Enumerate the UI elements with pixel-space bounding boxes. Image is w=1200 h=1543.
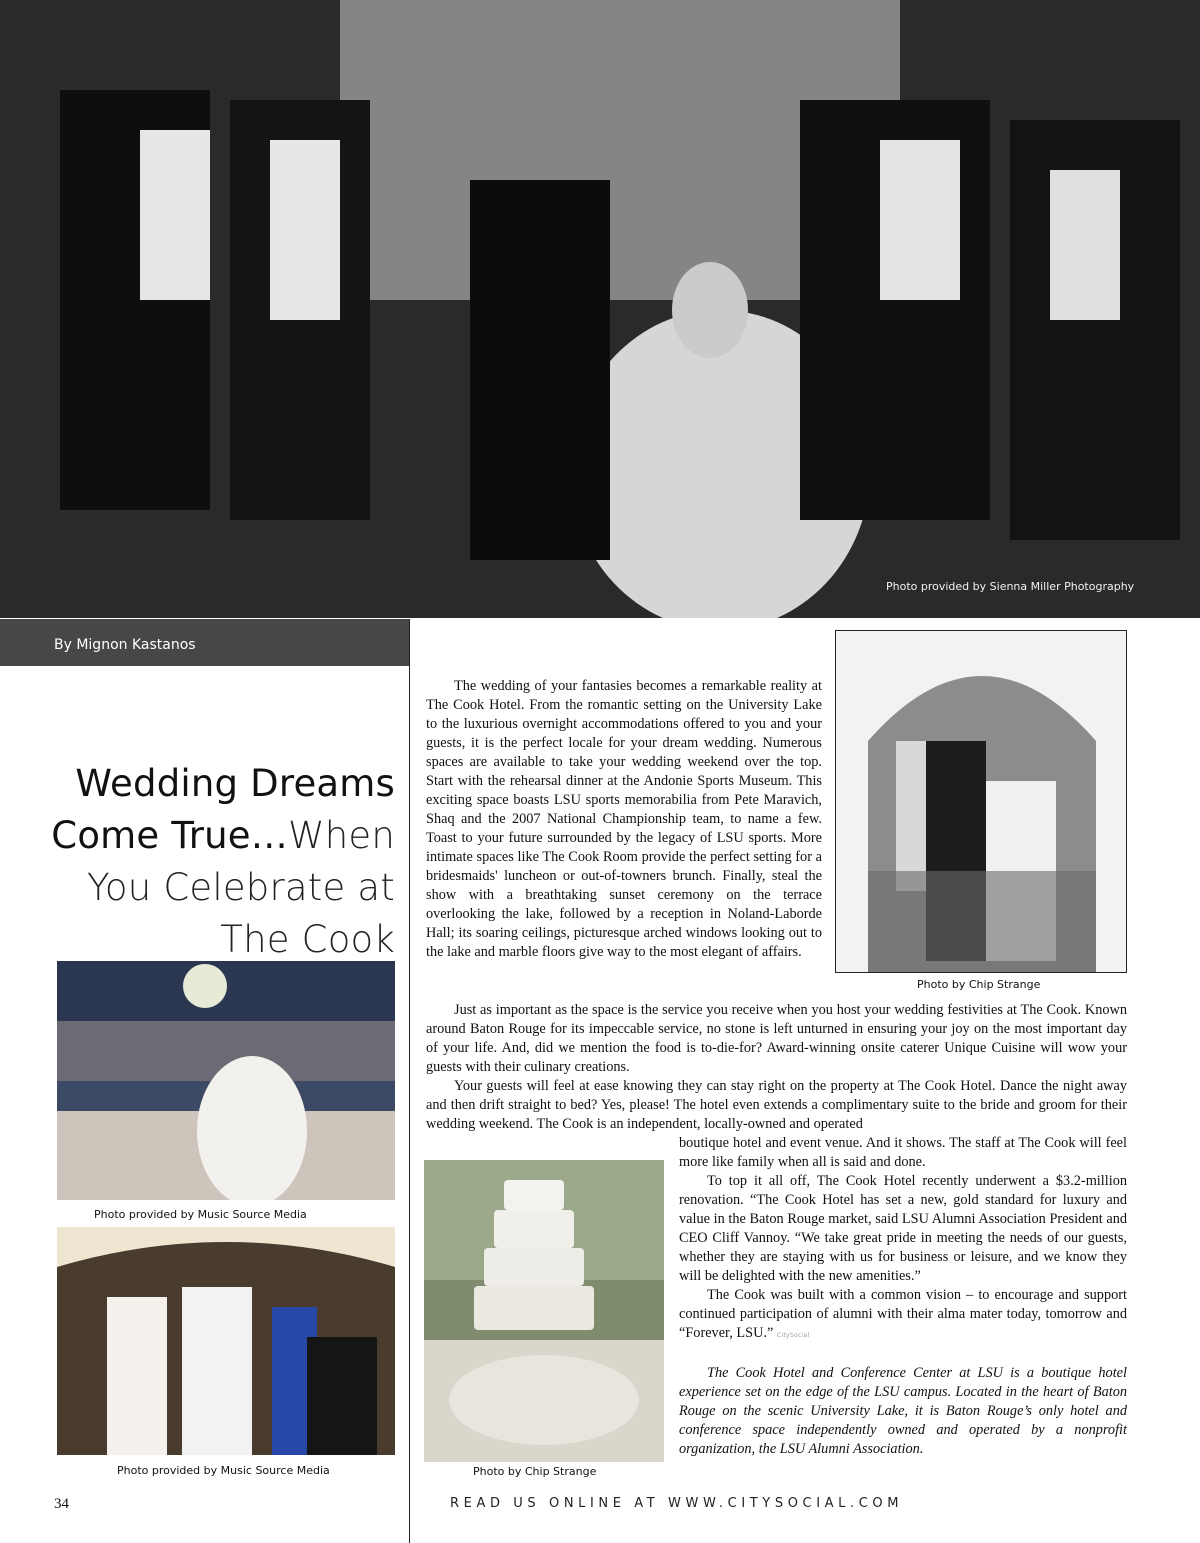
article-paragraph-1-text: The wedding of your fantasies becomes a remarkable reality at The Cook Hotel. From the romantic setting on the University Lake to the luxurious overnight accommodations offered to you and your guests, it is the perfect locale for your dream wedding. Numerous spaces are available to take your wedding weekend over the top. Start with the rehearsal dinner at the Andonie Sports Museum. This exciting space boasts LSU sports memorabilia from Pete Maravich, Shaq and the 2007 National Championship team, to name a few. Toast to your future surrounded by the legacy of LSU sports. More intimate spaces like The Cook Room provide the perfect setting for a bridesmaids' luncheon or out-of-towners brunch. Finally, steal the show with a breathtaking sunset ceremony on the terrace overlooking the lake, followed by a reception in Noland-Laborde Hall; its soaring ceilings, picturesque arched windows looking out to the lake and marble floors give way to the most elegant of affairs. bbox=[426, 678, 822, 960]
article-paragraph-3a: Your guests will feel at ease knowing they can stay right on the property at The Cook Hotel. Dance the night away and then drift straight to bed? Yes, please! The hotel even extends a complimentary suite to the bride and groom for their wedding weekend. The Cook is an independent, locally-owned and operated bbox=[426, 1078, 1127, 1132]
bouquet-toss-photo-shapes bbox=[57, 961, 395, 1200]
byline: By Mignon Kastanos bbox=[54, 637, 196, 653]
reception-party-photo-credit: Photo provided by Music Source Media bbox=[117, 1464, 330, 1477]
footer-tagline: READ US ONLINE AT WWW.CITYSOCIAL.COM bbox=[450, 1496, 904, 1511]
citysocial-end-mark: CitySocial bbox=[776, 1332, 810, 1339]
article-paragraph-2: Just as important as the space is the service you receive when you host your wedding festivities at The Cook. Known around Baton Rouge for its impeccable service, no stone is left unturned in ensuring your joy on the most important day of your life. And, did we mention the food is to-die-for? Award-winning onsite caterer Unique Cuisine will wow your guests with their culinary creations. bbox=[426, 1002, 1127, 1075]
article-paragraph-5-text: The Cook was built with a common vision – to encourage and support continued participation of alumni with their alma mater today, tomorrow and “Forever, LSU.” bbox=[679, 1287, 1127, 1341]
column-divider bbox=[409, 619, 410, 1543]
couple-exit-photo-credit: Photo by Chip Strange bbox=[917, 978, 1041, 991]
article-paragraph-5 bbox=[679, 1286, 1127, 1345]
wedding-cake-photo-shapes bbox=[424, 1160, 664, 1462]
hero-photo-credit: Photo provided by Sienna Miller Photography bbox=[886, 580, 1135, 593]
article-headline bbox=[51, 758, 395, 966]
headline-line-4: The Cook bbox=[220, 918, 395, 961]
article-paragraphs-wide bbox=[426, 1001, 1127, 1134]
headline-line-3: You Celebrate at bbox=[87, 866, 395, 909]
wedding-cake-photo-credit: Photo by Chip Strange bbox=[473, 1465, 597, 1478]
couple-exit-photo bbox=[835, 630, 1127, 973]
headline-line-1: Wedding Dreams bbox=[75, 762, 395, 805]
headline-line-2-strong: Come True… bbox=[51, 814, 288, 857]
bouquet-toss-photo-credit: Photo provided by Music Source Media bbox=[94, 1208, 307, 1221]
reception-party-photo bbox=[57, 1227, 395, 1455]
hero-photo-shapes bbox=[0, 0, 1200, 618]
hotel-description: The Cook Hotel and Conference Center at LSU is a boutique hotel experience set on the edge of the LSU campus. Located in the heart of Baton Rouge on the scenic University Lake, it is Baton Rouge’s only hotel and conference space independently owned and operated by a nonprofit organization, the LSU Alumni Association. bbox=[679, 1365, 1127, 1457]
hero-photo bbox=[0, 0, 1200, 618]
article-paragraph-3b: boutique hotel and event venue. And it shows. The staff at The Cook will feel more like family when all is said and done. bbox=[679, 1135, 1127, 1170]
wedding-cake-photo bbox=[424, 1160, 664, 1462]
couple-exit-photo-shapes bbox=[836, 631, 1127, 973]
page-number: 34 bbox=[54, 1496, 69, 1512]
article-paragraphs-right bbox=[679, 1134, 1127, 1459]
bouquet-toss-photo bbox=[57, 961, 395, 1200]
headline-line-2 bbox=[51, 810, 395, 862]
article-paragraph-1 bbox=[426, 677, 822, 962]
headline-line-2-light: When bbox=[287, 814, 395, 857]
article-paragraph-4: To top it all off, The Cook Hotel recently underwent a $3.2-million renovation. “The Cook Hotel has set a new, gold standard for luxury and value in the Baton Rouge market, said LSU Alumni Association President and CEO Cliff Vannoy. “We take great pride in meeting the needs of our guests, whether they are staying with us for business or leisure, and we know they will be delighted with the new amenities.” bbox=[679, 1173, 1127, 1284]
reception-party-photo-shapes bbox=[57, 1227, 395, 1455]
